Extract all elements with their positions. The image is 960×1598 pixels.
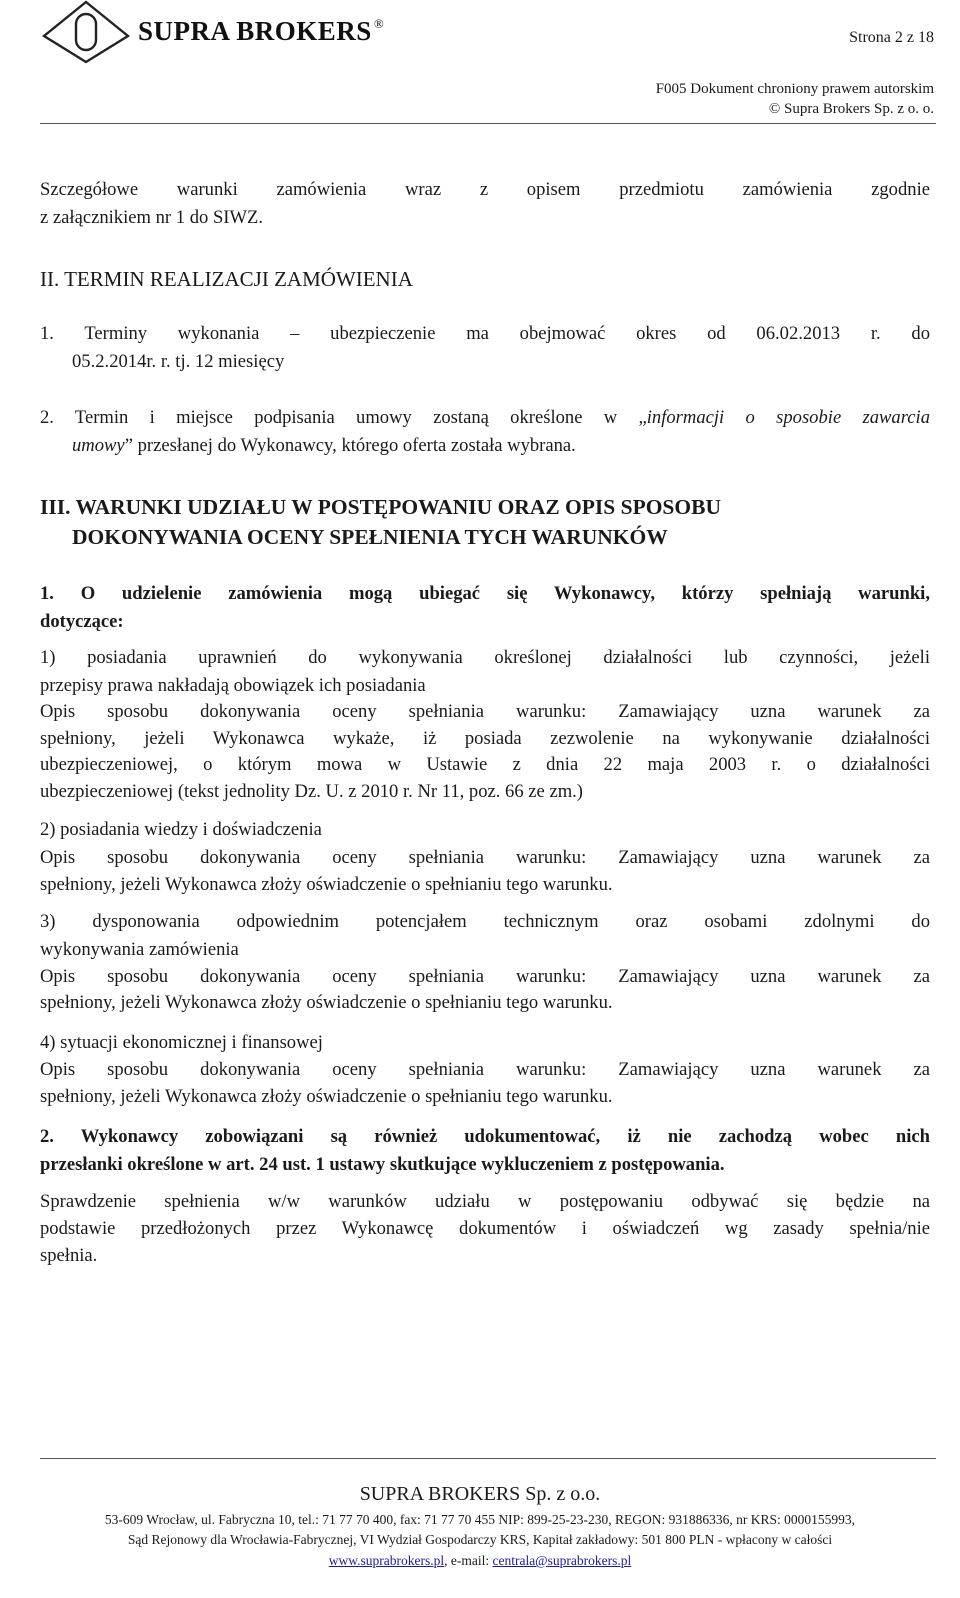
footer-divider — [40, 1458, 936, 1459]
cond1-line3: Opis sposobu dokonywania oceny spełniania warunku: Zamawiający uzna warunek za — [40, 701, 930, 722]
cond1-line2: przepisy prawa nakładają obowiązek ich posiadania — [40, 675, 426, 696]
cond2-line3: spełniony, jeżeli Wykonawca złoży oświadczenie o spełnianiu tego warunku. — [40, 874, 613, 895]
cond1-line5: ubezpieczeniowej, o którym mowa w Ustawie z dnia 22 maja 2003 r. o działalności — [40, 754, 930, 775]
s3-p3-line3: spełnia. — [40, 1245, 98, 1266]
cond4-line1: 4) sytuacji ekonomicznej i finansowej — [40, 1032, 323, 1053]
cond3-line1: 3) dysponowania odpowiednim potencjałem technicznym oraz osobami zdolnymi do — [40, 911, 930, 932]
s2-item2-line2-italic: umowy — [72, 435, 125, 456]
footer-court-info: Sąd Rejonowy dla Wrocławia-Fabrycznej, VI Wydział Gospodarczy KRS, Kapitał zakładowy: 501 800 PLN - wpłacony w całości — [127, 1532, 833, 1547]
email-label: , e-mail: — [444, 1553, 493, 1568]
s2-item1-line2: 05.2.2014r. r. tj. 12 miesięcy — [72, 351, 285, 372]
copyright-notice-line1: F005 Dokument chroniony prawem autorskim — [655, 81, 934, 97]
footer-contact — [0, 1553, 960, 1569]
s2-item2-line1-italic: informacji o sposobie zawarcia — [646, 407, 930, 428]
s3-p1-line1: 1. O udzielenie zamówienia mogą ubiegać się Wykonawcy, którzy spełniają warunki, — [40, 583, 930, 604]
section-3-heading-line2: DOKONYWANIA OCENY SPEŁNIENIA TYCH WARUNKÓW — [72, 525, 668, 549]
cond1-line4: spełniony, jeżeli Wykonawca wykaże, iż posiada zezwolenie na wykonywanie działalności — [40, 728, 930, 749]
s2-item2-line1-text: 2. Termin i miejsce podpisania umowy zostaną określone w „ — [40, 407, 647, 428]
s2-item2-line2 — [72, 434, 576, 458]
cond1-line6: ubezpieczeniowej (tekst jednolity Dz. U. z 2010 r. Nr 11, poz. 66 ze zm.) — [40, 781, 584, 802]
cond4-line3: spełniony, jeżeli Wykonawca złoży oświadczenie o spełnianiu tego warunku. — [40, 1086, 613, 1107]
s2-item2-line2-text: ” przesłanej do Wykonawcy, którego oferta została wybrana. — [124, 435, 576, 456]
brand-name-text: SUPRA BROKERS — [138, 16, 372, 46]
cond1-line1: 1) posiadania uprawnień do wykonywania określonej działalności lub czynności, jeżeli — [40, 647, 930, 668]
copyright-notice-line2: © Supra Brokers Sp. z o. o. — [768, 101, 934, 117]
cond2-line1: 2) posiadania wiedzy i doświadczenia — [40, 819, 322, 840]
cond2-line2: Opis sposobu dokonywania oceny spełniania warunku: Zamawiający uzna warunek za — [40, 847, 930, 868]
section-3-heading-line1: III. WARUNKI UDZIAŁU W POSTĘPOWANIU ORAZ OPIS SPOSOBU — [40, 495, 721, 519]
email-link[interactable]: centrala@suprabrokers.pl — [492, 1553, 632, 1568]
cond3-line3: Opis sposobu dokonywania oceny spełniania warunku: Zamawiający uzna warunek za — [40, 966, 930, 987]
header-divider — [40, 123, 936, 124]
supra-brokers-logo-icon — [40, 0, 132, 64]
s3-p3-line1: Sprawdzenie spełnienia w/w warunków udziału w postępowaniu odbywać się będzie na — [40, 1191, 930, 1212]
s2-item2-line1 — [40, 406, 930, 430]
cond4-line2: Opis sposobu dokonywania oceny spełniania warunku: Zamawiający uzna warunek za — [40, 1059, 930, 1080]
footer-address: 53-609 Wrocław, ul. Fabryczna 10, tel.: 71 77 70 400, fax: 71 77 70 455 NIP: 899-25-23-230, REGON: 931886336, nr KRS: 0000155993, — [104, 1512, 856, 1527]
registered-mark: ® — [373, 16, 385, 31]
website-link[interactable]: www.suprabrokers.pl — [328, 1553, 445, 1568]
page-number: Strona 2 z 18 — [849, 29, 934, 46]
s2-item1-line1: 1. Terminy wykonania – ubezpieczenie ma obejmować okres od 06.02.2013 r. do — [40, 323, 930, 344]
s3-p2-line2: przesłanki określone w art. 24 ust. 1 ustawy skutkujące wykluczeniem z postępowania. — [40, 1154, 725, 1175]
intro-line-1: Szczegółowe warunki zamówienia wraz z opisem przedmiotu zamówienia zgodnie — [40, 179, 930, 200]
s3-p3-line2: podstawie przedłożonych przez Wykonawcę dokumentów i oświadczeń wg zasady spełnia/nie — [40, 1218, 930, 1239]
section-2-heading: II. TERMIN REALIZACJI ZAMÓWIENIA — [40, 267, 413, 291]
s3-p1-line2: dotyczące: — [40, 611, 124, 632]
cond3-line2: wykonywania zamówienia — [40, 939, 239, 960]
s3-p2-line1: 2. Wykonawcy zobowiązani są również udokumentować, iż nie zachodzą wobec nich — [40, 1126, 930, 1147]
brand-name — [138, 16, 384, 47]
footer-company-name: SUPRA BROKERS Sp. z o.o. — [359, 1483, 601, 1505]
cond3-line4: spełniony, jeżeli Wykonawca złoży oświadczenie o spełnianiu tego warunku. — [40, 992, 613, 1013]
intro-line-2: z załącznikiem nr 1 do SIWZ. — [40, 207, 264, 228]
